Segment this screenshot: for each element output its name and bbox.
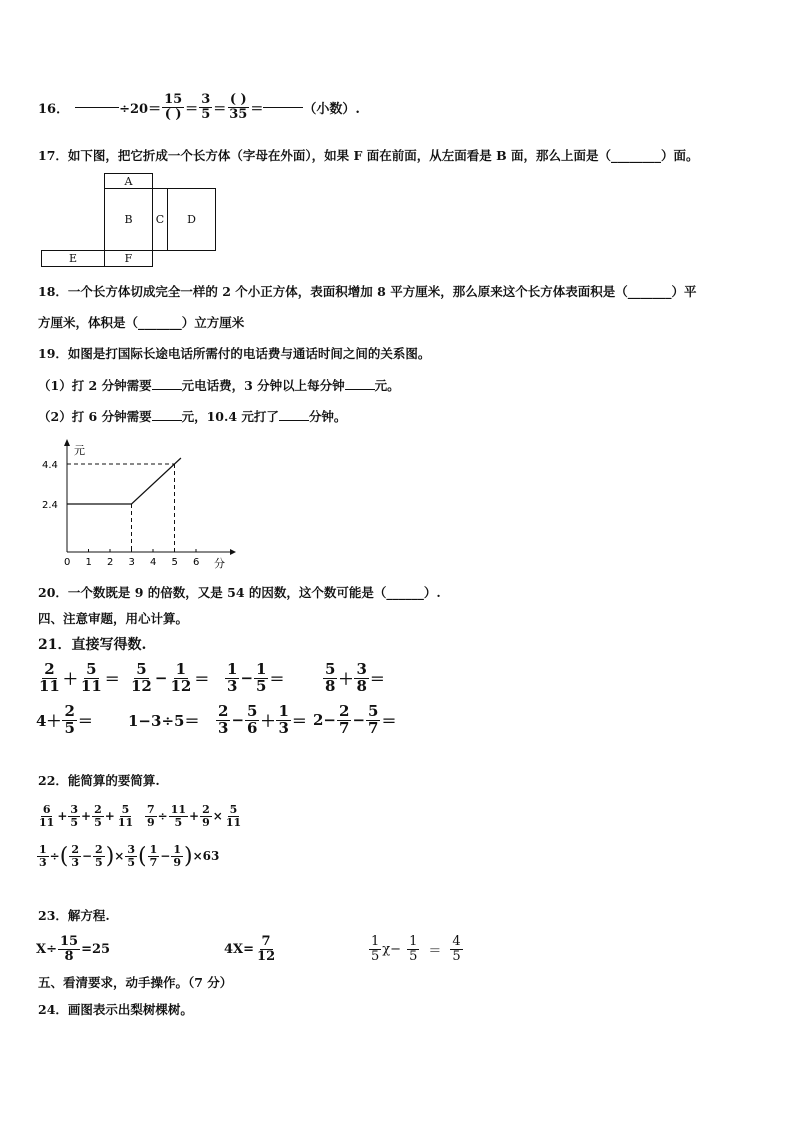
x-tick-label: 3	[128, 557, 135, 568]
net-face-f: F	[104, 250, 153, 267]
q22-expr-3: $\frac{1}{3}$ ÷ ( $\frac{2}{3}$ − $\frac{2}{5}$ ) × $\frac{3}{5}$ ( $\frac{1}{7}$ − $\frac{1}{9}$ ) ×63	[39, 842, 220, 869]
y-tick-label: 4.4	[42, 460, 58, 471]
q22-expr-2: $\frac{7}{9}$ ÷ $\frac{11}{5}$ + $\frac{2}{9}$ × $\frac{5}{11}$	[147, 802, 242, 829]
question-16	[38, 86, 360, 128]
question-20: 20．一个数既是 9 的倍数，又是 54 的因数，这个数可能是（______）.	[38, 585, 441, 600]
q16-equals: ＝	[250, 101, 264, 117]
net-face-b: B	[104, 188, 153, 251]
chart-series-line	[67, 458, 181, 504]
chart-guides	[67, 464, 175, 552]
q21-expr-6: 1−3÷5＝	[128, 712, 200, 730]
x-tick-label: 1	[85, 557, 92, 568]
q21-expr-5: 4＋ $\frac{2}{5}$ ＝	[36, 701, 93, 737]
net-face-e: E	[41, 250, 105, 267]
phone-fee-chart	[30, 432, 250, 572]
question-17: 17．如下图，把它折成一个长方体（字母在外面），如果 F 面在前面，从左面看是 B 面，那么上面是（________）面。	[38, 148, 699, 163]
x-tick-label: 4	[150, 557, 157, 568]
q16-equals: ＝	[185, 101, 199, 117]
chart-y-label: 元	[74, 444, 85, 457]
x-tick-label: 6	[193, 557, 200, 568]
net-face-c: C	[152, 188, 168, 251]
x-axis-arrow	[230, 549, 236, 555]
q16-tail: （小数）.	[303, 101, 360, 117]
q16-equals: ＝	[213, 101, 227, 117]
q16-fraction-1: $\frac{15}{( )}$	[164, 91, 183, 122]
q19-blank-2[interactable]	[345, 389, 375, 390]
question-23-title: 23．解方程.	[38, 908, 110, 923]
q19-blank-4[interactable]	[279, 420, 309, 421]
net-face-d: D	[167, 188, 216, 251]
section-5-heading: 五、看清要求，动手操作。（7 分）	[38, 975, 233, 990]
q21-expr-2: $\frac{5}{12}$ − $\frac{1}{12}$ ＝	[131, 659, 210, 695]
chart-x-label: 分	[214, 557, 225, 570]
q16-number: 16．	[38, 101, 70, 117]
q21-expr-8: 2− $\frac{2}{7}$ − $\frac{5}{7}$ ＝	[313, 701, 397, 737]
question-18-line-2: 方厘米，体积是（_______）立方厘米	[38, 315, 245, 330]
question-19-sub-1: （1）打 2 分钟需要 元电话费，3 分钟以上每分钟 元。	[38, 378, 400, 393]
q16-blank-1[interactable]	[75, 107, 119, 108]
q21-expr-3: $\frac{1}{3}$ − $\frac{1}{5}$ ＝	[227, 659, 285, 695]
q23-equation-2: 4X= $\frac{7}{12}$	[224, 933, 276, 964]
x-tick-label: 0	[64, 557, 71, 568]
question-22-title: 22．能简算的要简算.	[38, 773, 160, 788]
y-axis-arrow	[64, 439, 70, 446]
q23-equation-1: X÷ $\frac{15}{8}$ =25	[36, 933, 111, 964]
section-4-heading: 四、注意审题，用心计算。	[38, 611, 189, 626]
net-face-a: A	[104, 173, 153, 189]
q22-expr-1: $\frac{6}{11}$ + $\frac{3}{5}$ + $\frac{2}{5}$ + $\frac{5}{11}$	[39, 802, 134, 829]
q23-equation-3: $\frac{1}{5}$ χ− $\frac{1}{5}$ ＝ $\frac{4}{5}$	[371, 933, 461, 964]
question-21-title: 21．直接写得数.	[38, 637, 147, 653]
q21-expr-7: $\frac{2}{3}$ − $\frac{5}{6}$ ＋ $\frac{1}{3}$ ＝	[218, 701, 307, 737]
question-24: 24．画图表示出梨树棵树。	[38, 1002, 193, 1017]
q16-blank-2[interactable]	[263, 107, 303, 108]
q21-expr-4: $\frac{5}{8}$ ＋ $\frac{3}{8}$ ＝	[325, 659, 385, 695]
y-tick-label: 2.4	[42, 500, 58, 511]
question-19: 19．如图是打国际长途电话所需付的电话费与通话时间之间的关系图。	[38, 346, 431, 361]
x-tick-label: 2	[107, 557, 114, 568]
q19-blank-1[interactable]	[152, 389, 182, 390]
q16-fraction-2: $\frac{3}{5}$	[201, 91, 211, 122]
q21-expr-1: $\frac{2}{11}$ ＋ $\frac{5}{11}$ ＝	[39, 659, 120, 695]
question-19-sub-2: （2）打 6 分钟需要 元，10.4 元打了 分钟。	[38, 409, 347, 424]
q19-blank-3[interactable]	[152, 420, 182, 421]
chart-axes	[64, 439, 236, 555]
x-tick-label: 5	[171, 557, 178, 568]
q16-fraction-3: $\frac{( )}{35}$	[229, 91, 248, 122]
question-18-line-1: 18．一个长方体切成完全一样的 2 个小正方体，表面积增加 8 平方厘米，那么原来这个长方体表面积是（_______）平	[38, 284, 697, 299]
q16-div: ÷20＝	[119, 101, 162, 117]
